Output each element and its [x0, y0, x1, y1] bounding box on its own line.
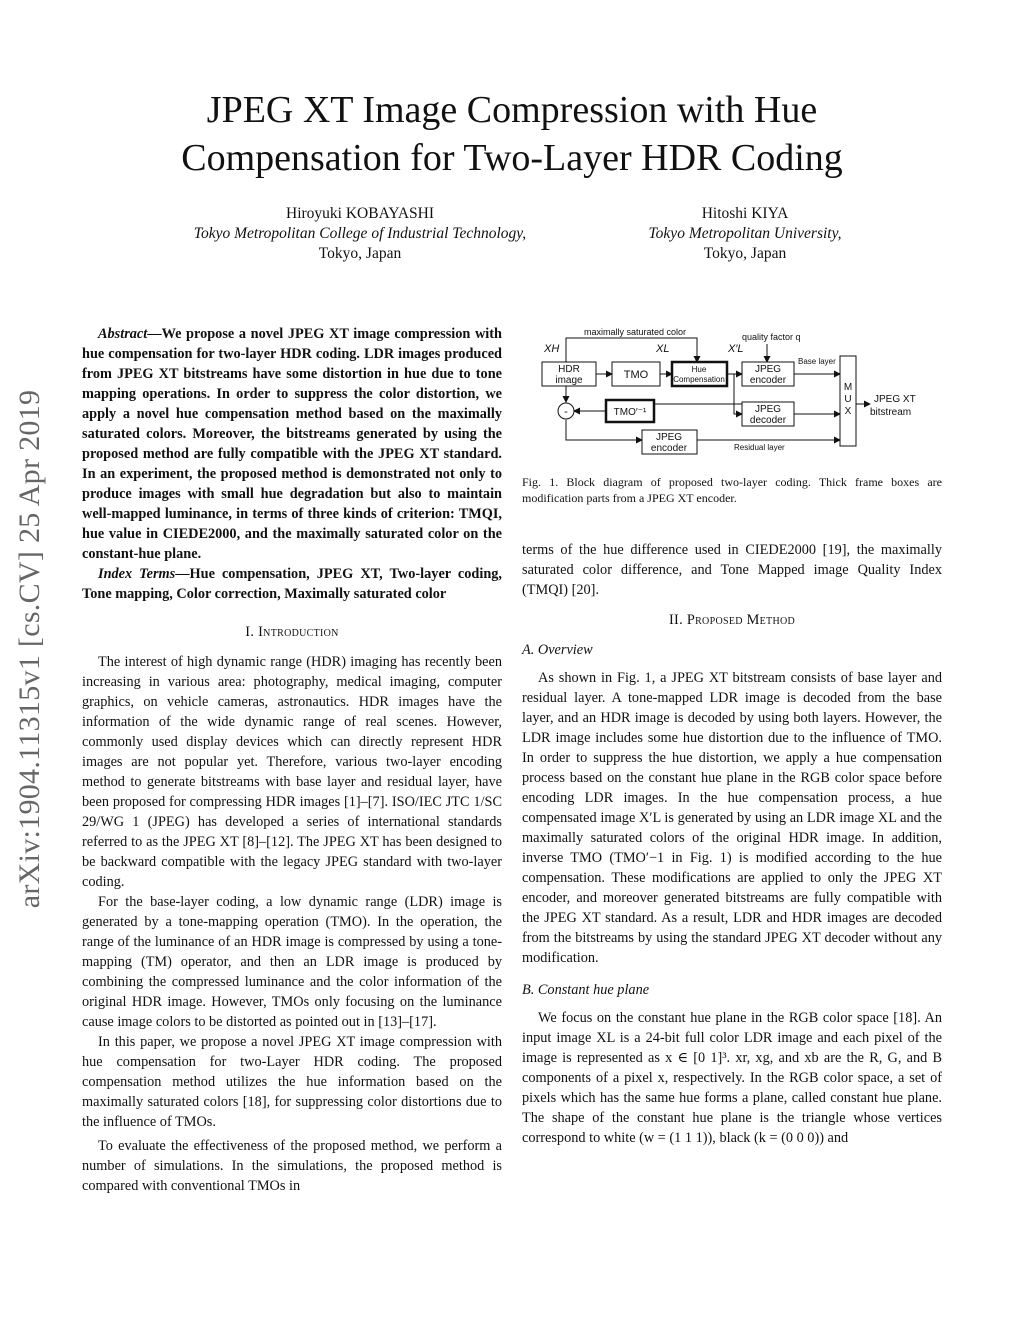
subsection-heading-hue: B. Constant hue plane	[522, 982, 650, 998]
index-terms-lead: Index Terms	[98, 566, 176, 582]
label-xl: XL	[656, 343, 670, 355]
label-out-1: JPEG XT	[874, 394, 916, 405]
label-jpeg-dec-1: JPEG	[754, 404, 782, 415]
title-line-1: JPEG XT Image Compression with Hue	[206, 89, 818, 131]
author-block-2	[600, 204, 890, 264]
label-res-enc-2: encoder	[650, 443, 688, 454]
label-xh: XH	[544, 343, 560, 355]
author-affiliation: Tokyo Metropolitan College of Industrial Technology,	[193, 225, 527, 242]
title-line-2: Compensation for Two-Layer HDR Coding	[181, 137, 843, 179]
block-diagram	[522, 326, 942, 460]
figure-caption: Fig. 1. Block diagram of proposed two-layer coding. Thick frame boxes are modification parts from a JPEG XT encoder.	[522, 475, 942, 505]
abstract	[82, 324, 502, 564]
label-hdr-1: HDR	[558, 364, 580, 375]
label-minus: -	[564, 406, 568, 418]
author-location: Tokyo, Japan	[318, 245, 402, 262]
label-out-2: bitstream	[870, 407, 912, 418]
label-res-enc-1: JPEG	[655, 432, 683, 443]
label-hue-2: Compensation	[673, 375, 725, 384]
label-tmo: TMO	[623, 369, 649, 381]
paragraph: To evaluate the effectiveness of the proposed method, we perform a number of simulations. In the simulations, the proposed method is compared with conventional TMOs in	[82, 1138, 502, 1194]
paragraph: As shown in Fig. 1, a JPEG XT bitstream consists of base layer and residual layer. A tone-mapped LDR image is decoded from the base layer, and an HDR image is decoded by using both layers. However, the LDR image includes some hue distortion due to the influence of TMO. In order to suppress the hue distortion, we apply a hue compensation process based on the constant hue plane in the RGB color space before encoding LDR images. In the hue compensation process, a hue compensated image X′L is generated by using an LDR image XL and the maximally saturated colors of the original HDR image. In addition, inverse TMO (TMO′−1 in Fig. 1) is modified according to the hue compensation. These modifications are applied to only the JPEG XT encoder, and moreover generated bitstreams are fully compatible with the JPEG XT standard. As a result, LDR and HDR images are decoded from the bitstreams by using the standard JPEG XT decoder without any modification.	[522, 670, 942, 966]
figure-1-diagram	[522, 326, 942, 460]
paragraph: The interest of high dynamic range (HDR) imaging has recently been increasing in various area: photography, medical imaging, computer graphics, on vehicle cameras, astronautics. HDR images have the information of the wide dynamic range of real scenes. However, commonly used display devices which can directly represent HDR images are not popular yet. Therefore, various two-layer encoding method to generate bitstreams with base layer and residual layer, have been proposed for compressing HDR images [1]–[7]. ISO/IEC JTC 1/SC 29/WG 1 (JPEG) has developed a series of international standards referred to as the JPEG XT [8]–[12]. The JPEG XT has been designed to be backward compatible with the legacy JPEG standard with two-layer coding.	[82, 654, 502, 890]
label-base-layer: Base layer	[798, 357, 836, 366]
abstract-lead: Abstract	[98, 326, 148, 342]
label-residual: Residual layer	[734, 443, 785, 452]
index-terms-text: —Hue compensation, JPEG XT, Two-layer coding, Tone mapping, Color correction, Maximally saturated color	[82, 566, 502, 602]
author-name: Hitoshi KIYA	[701, 205, 789, 222]
right-column	[522, 540, 942, 1148]
paragraph: In this paper, we propose a novel JPEG XT image compression with hue compensation for two-Layer HDR coding. The proposed compensation method utilizes the hue information based on the maximally saturated colors [18], for suppressing color distortions due to the influence of TMOs.	[82, 1034, 502, 1130]
label-mux: M U X	[843, 382, 853, 417]
author-location: Tokyo, Japan	[703, 245, 787, 262]
label-max-sat: maximally saturated color	[584, 327, 687, 337]
paragraph: terms of the hue difference used in CIEDE2000 [19], the maximally saturated color difference, and Tone Mapped image Quality Index (TMQI) [20].	[522, 542, 942, 598]
paper-title	[0, 86, 1024, 182]
label-jpeg-enc-1: JPEG	[754, 364, 782, 375]
paragraph: For the base-layer coding, a low dynamic range (LDR) image is generated by a tone-mapping operation (TMO). In the operation, the range of the luminance of an HDR image is compressed by using a tone-mapping (TM) operator, and then an LDR image is produced by combining the compressed luminance and the color information of the original HDR image. However, TMOs only focusing on the luminance cause image colors to be distorted as pointed out in [13]–[17].	[82, 894, 502, 1030]
section-heading-introduction: I. Introduction	[245, 624, 339, 640]
label-jpeg-enc-2: encoder	[749, 375, 787, 386]
paragraph: We focus on the constant hue plane in the RGB color space [18]. An input image XL is a 24-bit full color LDR image and each pixel of the image is represented as x ∈ [0 1]³. xr, xg, and xb are the R, G, and B components of a pixel x, respectively. In the RGB color space, a set of pixels which has the same hue forms a plane, called constant hue plane. The shape of the constant hue plane is the triangle whose vertices correspond to white (w = (1 1 1)), black (k = (0 0 0)) and	[522, 1010, 942, 1146]
author-name: Hiroyuki KOBAYASHI	[286, 205, 434, 222]
label-hue-1: Hue	[691, 365, 707, 374]
abstract-text: —We propose a novel JPEG XT image compression with hue compensation for two-layer HDR coding. LDR images produced from JPEG XT bitstreams have some distortion in hue due to tone mapping operations. In order to suppress the color distortion, we apply a novel hue compensation method based on the maximally saturated colors. Moreover, the bitstreams generated by using the proposed method are fully compatible with the JPEG XT standard. In an experiment, the proposed method is demonstrated not only to produce images with small hue degradation but also to maintain well-mapped luminance, in terms of three kinds of criterion: TMQI, hue value in CIEDE2000, and the maximally saturated color on the constant-hue plane.	[82, 326, 502, 562]
author-affiliation: Tokyo Metropolitan University,	[648, 225, 842, 242]
label-hdr-2: image	[555, 375, 583, 386]
index-terms	[82, 564, 502, 604]
subsection-heading-overview: A. Overview	[522, 642, 593, 658]
author-block-1	[160, 204, 560, 264]
label-xlp: X′L	[728, 343, 744, 355]
label-jpeg-dec-2: decoder	[749, 415, 787, 426]
arxiv-stamp: arXiv:1904.11315v1 [cs.CV] 25 Apr 2019	[13, 389, 46, 909]
section-heading-method: II. Proposed Method	[668, 612, 796, 628]
label-quality: quality factor q	[742, 332, 801, 342]
left-column	[82, 324, 502, 1196]
label-tmo-inv: TMO′⁻¹	[613, 407, 647, 418]
